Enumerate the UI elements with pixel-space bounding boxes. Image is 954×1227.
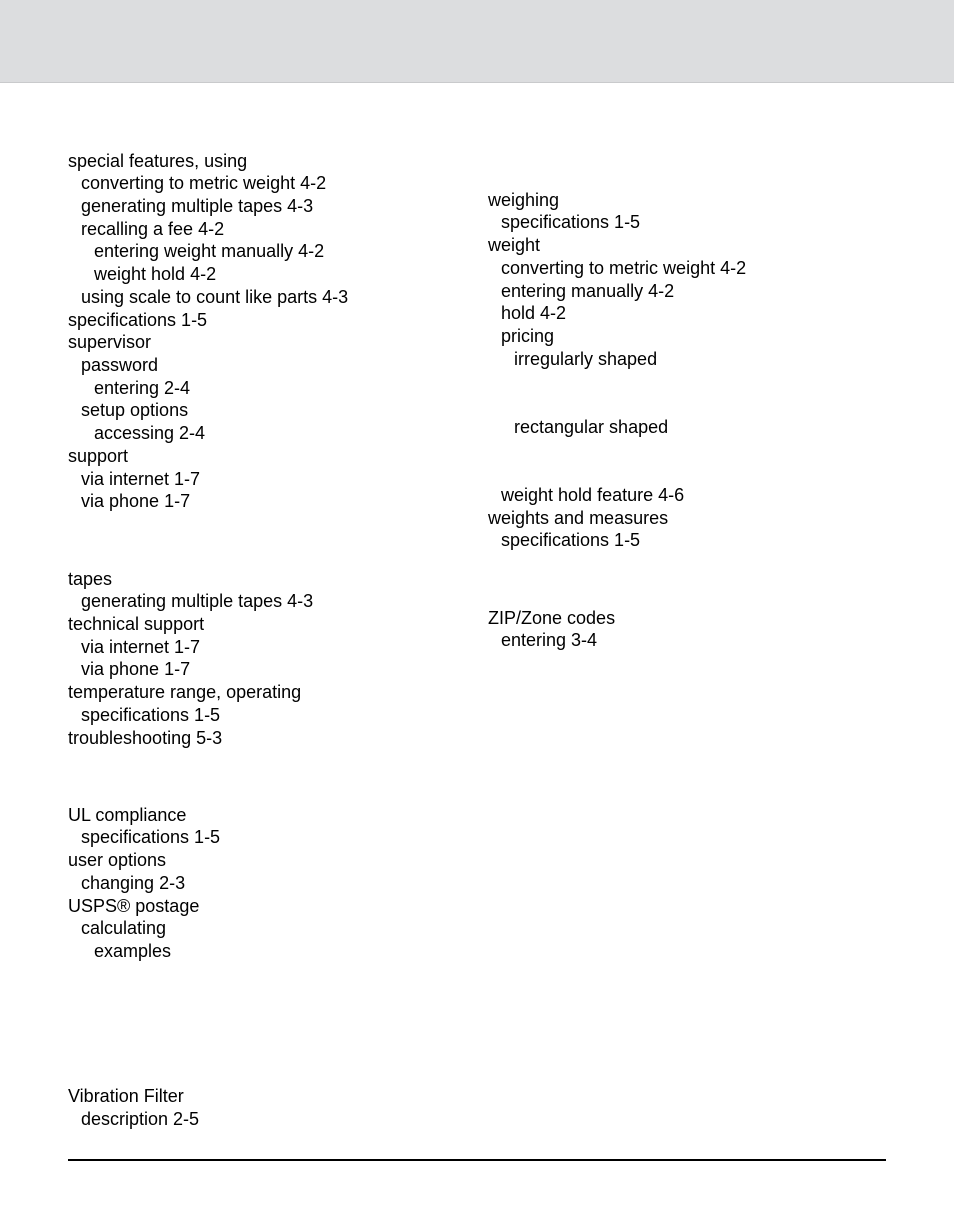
index-entry: weights and measures [488, 508, 669, 528]
index-entry: weight [488, 235, 541, 255]
index-entry: USPS® postage [68, 896, 200, 916]
footer-rule [68, 1159, 886, 1161]
index-entry: weighing [488, 190, 560, 210]
index-entry: temperature range, operating [68, 682, 302, 702]
index-entry: setup options [81, 400, 189, 420]
index-entry: entering 2-4 [94, 378, 191, 398]
index-entry: accessing 2-4 [94, 423, 206, 443]
index-entry: weight hold 4-2 [94, 264, 217, 284]
index-entry: tapes [68, 569, 113, 589]
index-entry: troubleshooting 5-3 [68, 728, 223, 748]
index-entry: Vibration Filter [68, 1086, 184, 1106]
index-entry: via phone 1-7 [81, 659, 191, 679]
index-entry: converting to metric weight 4-2 [81, 173, 327, 193]
index-entry: supervisor [68, 332, 152, 352]
index-entry: support [68, 446, 129, 466]
index-entry: hold 4-2 [501, 303, 567, 323]
index-entry: specifications 1-5 [81, 705, 221, 725]
index-entry: changing 2-3 [81, 873, 186, 893]
index-entry: specifications 1-5 [81, 827, 221, 847]
index-entry: entering manually 4-2 [501, 281, 675, 301]
index-entry: pricing [501, 326, 555, 346]
index-entry: generating multiple tapes 4-3 [81, 591, 314, 611]
index-entry: converting to metric weight 4-2 [501, 258, 747, 278]
index-entry: description 2-5 [81, 1109, 200, 1129]
index-entry: calculating [81, 918, 167, 938]
index-entry: irregularly shaped [514, 349, 658, 369]
index-entry: password [81, 355, 159, 375]
index-entry: ZIP/Zone codes [488, 608, 616, 628]
index-entry: recalling a fee 4-2 [81, 219, 225, 239]
index-entry: via internet 1-7 [81, 637, 201, 657]
index-entry: specifications 1-5 [68, 310, 208, 330]
index-entry: entering weight manually 4-2 [94, 241, 325, 261]
index-entry: examples [94, 941, 172, 961]
index-entry: specifications 1-5 [501, 212, 641, 232]
index-entry: UL compliance [68, 805, 187, 825]
index-entry: rectangular shaped [514, 417, 669, 437]
index-entry: via phone 1-7 [81, 491, 191, 511]
index-entry: entering 3-4 [501, 630, 598, 650]
index-entry: special features, using [68, 151, 248, 171]
index-entry: specifications 1-5 [501, 530, 641, 550]
index-entry: generating multiple tapes 4-3 [81, 196, 314, 216]
index-entry: technical support [68, 614, 205, 634]
index-entry: weight hold feature 4-6 [501, 485, 685, 505]
index-entry: via internet 1-7 [81, 469, 201, 489]
index-entry: user options [68, 850, 167, 870]
index-entry: using scale to count like parts 4-3 [81, 287, 349, 307]
